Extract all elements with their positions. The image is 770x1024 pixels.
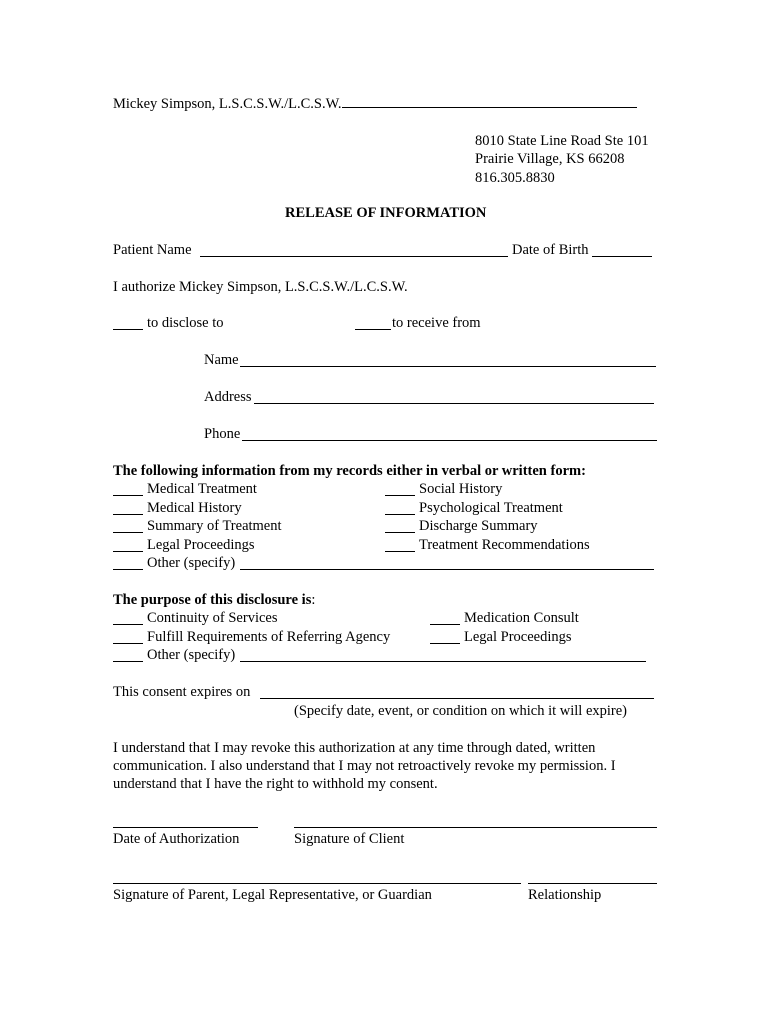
office-phone: 816.305.8830 [475, 170, 555, 186]
purpose-left-blank-2[interactable] [113, 643, 143, 644]
dob-label: Date of Birth [512, 242, 589, 258]
revoke-line-3: understand that I have the right to withhold my consent. [113, 776, 438, 792]
expiry-label: This consent expires on [113, 684, 251, 700]
info-right-blank-2[interactable] [385, 514, 415, 515]
contact-phone-label: Phone [204, 426, 241, 442]
purpose-legal-proceedings: Legal Proceedings [464, 629, 572, 645]
info-other-field[interactable] [240, 569, 654, 570]
relationship-label: Relationship [528, 887, 602, 903]
info-discharge-summary: Discharge Summary [419, 518, 538, 534]
guardian-signature-line[interactable] [113, 883, 521, 884]
contact-name-field[interactable] [240, 366, 656, 367]
date-signature-line[interactable] [113, 827, 258, 828]
info-medical-treatment: Medical Treatment [147, 481, 257, 497]
provider-name-line [113, 94, 637, 113]
info-psychological-treatment: Psychological Treatment [419, 500, 563, 516]
receive-label: to receive from [392, 315, 481, 331]
dob-field[interactable] [592, 256, 652, 257]
purpose-other-field[interactable] [240, 661, 646, 662]
information-heading: The following information from my records either in verbal or written form: [113, 463, 586, 479]
purpose-other-blank[interactable] [113, 661, 143, 662]
purpose-right-blank-2[interactable] [430, 643, 460, 644]
info-right-blank-3[interactable] [385, 532, 415, 533]
guardian-signature-label: Signature of Parent, Legal Representative, or Guardian [113, 887, 432, 903]
expiry-hint: (Specify date, event, or condition on which it will expire) [294, 703, 628, 719]
revoke-line-1: I understand that I may revoke this authorization at any time through dated, written [113, 740, 596, 756]
contact-phone-field[interactable] [242, 440, 657, 441]
info-other-label: Other (specify) [147, 555, 236, 571]
patient-name-field[interactable] [200, 256, 508, 257]
contact-address-label: Address [204, 389, 252, 405]
document-title: RELEASE OF INFORMATION [285, 205, 487, 221]
purpose-referring-agency: Fulfill Requirements of Referring Agency [147, 629, 391, 645]
purpose-medication-consult: Medication Consult [464, 610, 579, 626]
info-left-blank-3[interactable] [113, 532, 143, 533]
info-left-blank-2[interactable] [113, 514, 143, 515]
provider-name: Mickey Simpson, L.S.C.S.W./L.C.S.W. [113, 96, 342, 112]
address-line-2: Prairie Village, KS 66208 [475, 151, 625, 167]
relationship-line[interactable] [528, 883, 657, 884]
purpose-right-blank-1[interactable] [430, 624, 460, 625]
info-right-blank-1[interactable] [385, 495, 415, 496]
info-right-blank-4[interactable] [385, 551, 415, 552]
date-of-authorization-label: Date of Authorization [113, 831, 240, 847]
info-other-blank[interactable] [113, 569, 143, 570]
expiry-field[interactable] [260, 698, 654, 699]
info-left-blank-4[interactable] [113, 551, 143, 552]
purpose-continuity: Continuity of Services [147, 610, 278, 626]
client-signature-line[interactable] [294, 827, 657, 828]
info-summary-of-treatment: Summary of Treatment [147, 518, 282, 534]
address-line-1: 8010 State Line Road Ste 101 [475, 133, 649, 149]
disclose-label: to disclose to [147, 315, 224, 331]
info-medical-history: Medical History [147, 500, 242, 516]
contact-name-label: Name [204, 352, 239, 368]
info-legal-proceedings: Legal Proceedings [147, 537, 255, 553]
purpose-heading-line: The purpose of this disclosure is: [113, 592, 316, 608]
purpose-other-label: Other (specify) [147, 647, 236, 663]
authorize-statement: I authorize Mickey Simpson, L.S.C.S.W./L.C.S.W. [113, 279, 408, 295]
client-signature-label: Signature of Client [294, 831, 405, 847]
disclose-checkbox-blank[interactable] [113, 329, 143, 330]
contact-address-field[interactable] [254, 403, 654, 404]
revoke-line-2: communication. I also understand that I may not retroactively revoke my permission. I [113, 758, 616, 774]
provider-blank[interactable] [342, 94, 637, 108]
receive-checkbox-blank[interactable] [355, 329, 391, 330]
purpose-heading: The purpose of this disclosure is [113, 592, 312, 608]
patient-name-label: Patient Name [113, 242, 192, 258]
info-left-blank-1[interactable] [113, 495, 143, 496]
purpose-left-blank-1[interactable] [113, 624, 143, 625]
info-social-history: Social History [419, 481, 503, 497]
info-treatment-recommendations: Treatment Recommendations [419, 537, 590, 553]
